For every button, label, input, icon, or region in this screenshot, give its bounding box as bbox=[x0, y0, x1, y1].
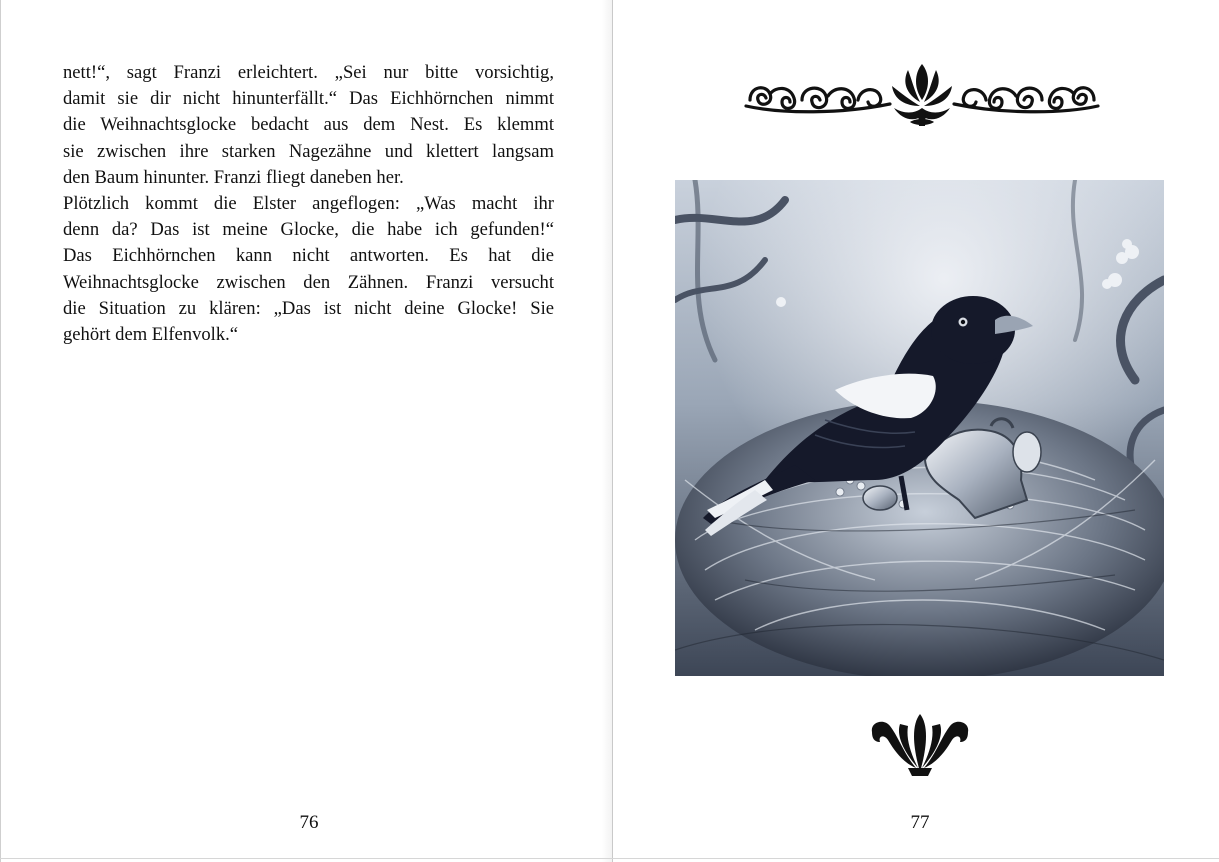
story-text bbox=[63, 60, 554, 348]
page-number-right: 77 bbox=[910, 812, 930, 833]
text-line: nett!“, sagt Franzi erleichtert. „Sei nur bitte vorsichtig, bbox=[63, 62, 554, 83]
text-line: denn da? Das ist meine Glocke, die habe ich gefunden!“ bbox=[63, 219, 554, 241]
text-line: Weihnachtsglocke zwischen den Zähnen. Franzi versucht bbox=[63, 271, 554, 293]
page-number-left: 76 bbox=[299, 812, 319, 833]
fleuron-ornament-icon bbox=[868, 710, 972, 776]
text-line: gehört dem Elfenvolk.“ bbox=[63, 324, 239, 346]
text-line: sie zwischen ihre starken Nagezähne und klettert langsam bbox=[63, 140, 554, 162]
text-line: Plötzlich kommt die Elster angeflogen: „Was macht ihr bbox=[63, 193, 554, 215]
text-line: Das Eichhörnchen kann nicht antworten. Es hat die bbox=[63, 245, 554, 267]
text-line: damit sie dir nicht hinunterfällt.“ Das Eichhörnchen nimmt bbox=[63, 88, 554, 110]
text-line: den Baum hinunter. Franzi fliegt daneben her. bbox=[63, 166, 404, 188]
text-line: die Situation zu klären: „Das ist nicht deine Glocke! Sie bbox=[63, 297, 554, 319]
text-line: die Weihnachtsglocke bedacht aus dem Nest. Es klemmt bbox=[63, 114, 554, 136]
floral-scroll-ornament-icon bbox=[742, 60, 1102, 130]
magpie-in-nest-illustration bbox=[675, 180, 1164, 676]
gutter-shadow bbox=[602, 0, 612, 862]
page-bottom-edge bbox=[0, 858, 1219, 859]
